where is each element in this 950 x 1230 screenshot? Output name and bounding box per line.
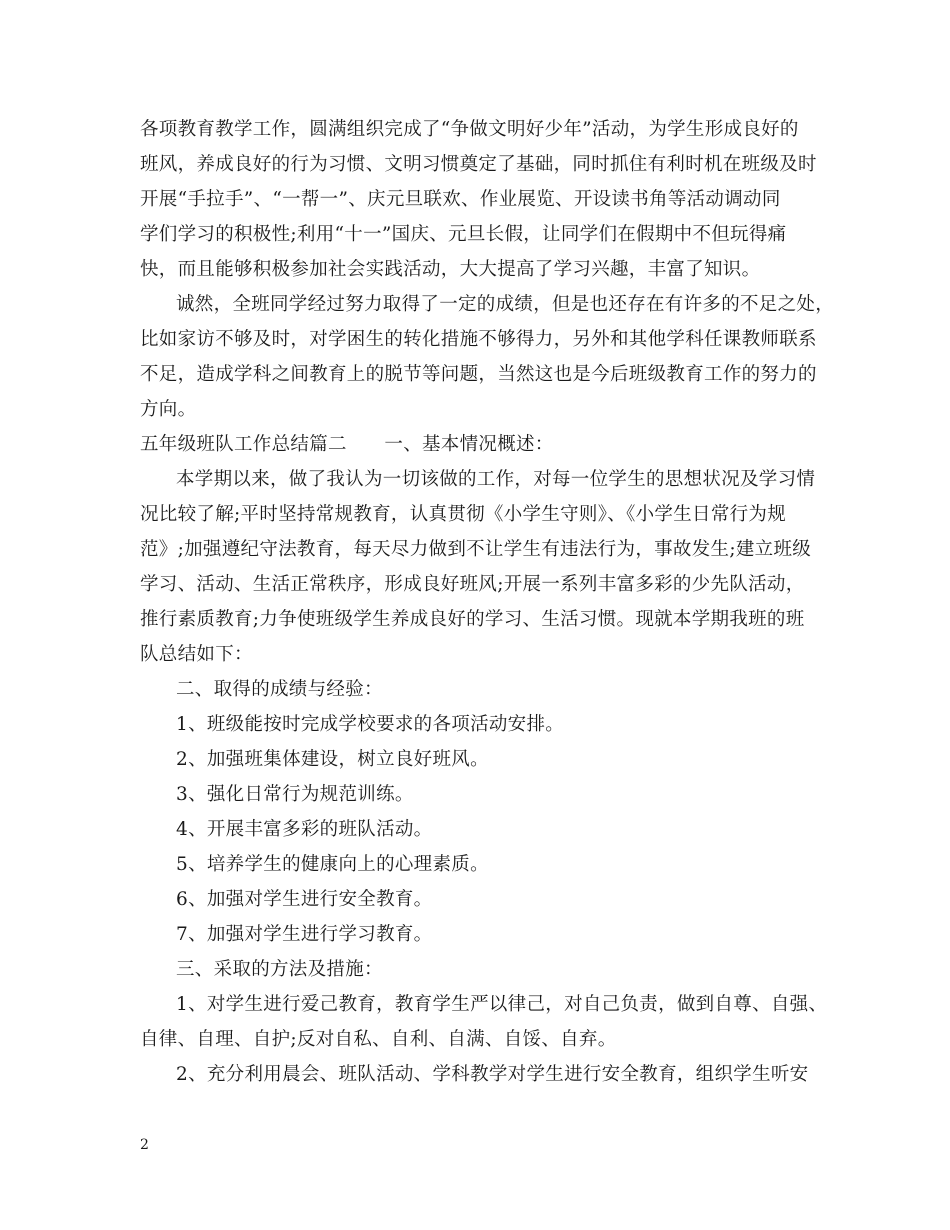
list-item: 3、强化日常行为规范训练。 [176, 784, 414, 805]
section-heading: 五年级班队工作总结篇二 一、基本情况概述： [140, 434, 554, 455]
body-text-line: 不足，造成学科之间教育上的脱节等问题，当然这也是今后班级教育工作的努力的 [140, 364, 817, 385]
body-text-line: 各项教育教学工作，圆满组织完成了“争做文明好少年”活动，为学生形成良好的 [140, 119, 799, 140]
body-text-line: 开展“手拉手”、“一帮一”、庆元旦联欢、作业展览、开设读书角等活动调动同 [140, 189, 781, 210]
body-text-line: 推行素质教育;力争使班级学生养成良好的学习、生活习惯。现就本学期我班的班 [140, 609, 805, 630]
body-text-line: 学们学习的积极性;利用“十一”国庆、元旦长假，让同学们在假期中不但玩得痛 [140, 224, 787, 245]
subsection-heading: 三、采取的方法及措施： [176, 959, 383, 980]
body-text-line: 范》;加强遵纪守法教育，每天尽力做到不让学生有违法行为，事故发生;建立班级 [140, 539, 812, 560]
body-text-line: 学习、活动、生活正常秩序，形成良好班风;开展一系列丰富多彩的少先队活动， [140, 574, 805, 595]
list-item: 6、加强对学生进行安全教育。 [176, 889, 433, 910]
list-item: 1、班级能按时完成学校要求的各项活动安排。 [176, 714, 565, 735]
paragraph-start-line: 诚然，全班同学经过努力取得了一定的成绩，但是也还存在有许多的不足之处， [176, 294, 835, 315]
subsection-heading: 二、取得的成绩与经验： [176, 679, 383, 700]
body-text-line: 班风，养成良好的行为习惯、文明习惯奠定了基础，同时抓住有利时机在班级及时 [140, 154, 817, 175]
list-item: 4、开展丰富多彩的班队活动。 [176, 819, 433, 840]
list-item: 5、培养学生的健康向上的心理素质。 [176, 854, 489, 875]
body-text-line: 况比较了解;平时坚持常规教育，认真贯彻《小学生守则》、《小学生日常行为规 [140, 504, 787, 525]
paragraph-start-line: 本学期以来，做了我认为一切该做的工作，对每一位学生的思想状况及学习情 [176, 469, 816, 490]
body-text-line: 方向。 [140, 399, 197, 420]
list-item: 2、加强班集体建设，树立良好班风。 [176, 749, 489, 770]
body-text-line: 队总结如下： [140, 644, 253, 665]
body-text-line: 自律、自理、自护;反对自私、自利、自满、自馁、自弃。 [140, 1029, 617, 1050]
list-item: 2、充分利用晨会、班队活动、学科教学对学生进行安全教育，组织学生听安 [176, 1064, 809, 1085]
list-item: 1、对学生进行爱己教育，教育学生严以律己，对自己负责，做到自尊、自强、 [176, 994, 828, 1015]
body-text-line: 快，而且能够积极参加社会实践活动，大大提高了学习兴趣，丰富了知识。 [140, 259, 761, 280]
list-item: 7、加强对学生进行学习教育。 [176, 924, 433, 945]
page-number: 2 [140, 1137, 149, 1153]
body-text-line: 比如家访不够及时，对学困生的转化措施不够得力，另外和其他学科任课教师联系 [140, 329, 817, 350]
